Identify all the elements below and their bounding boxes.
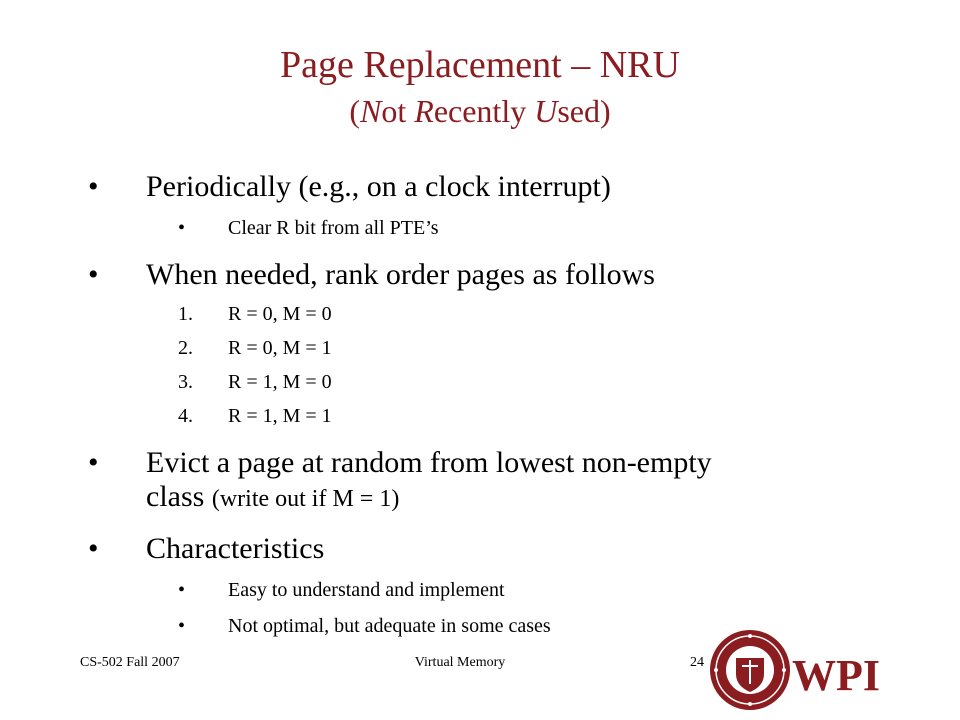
wpi-wordmark: WPI	[792, 651, 880, 700]
bullet-dot: •	[178, 615, 186, 637]
bullet-text: When needed, rank order pages as follows	[146, 258, 655, 291]
bullet-dot: •	[88, 532, 99, 565]
rank-number: 1.	[178, 303, 193, 325]
bullet-text-line2-note: (write out if M = 1)	[211, 486, 400, 512]
sub-bullet-text: Not optimal, but adequate in some cases	[228, 615, 551, 637]
rank-number: 4.	[178, 405, 193, 427]
bullet-text: Characteristics	[146, 532, 325, 565]
subtitle-open-paren: (	[349, 93, 361, 129]
subtitle-close-paren: )	[599, 93, 611, 129]
subtitle-n: N	[360, 93, 382, 129]
footer-course: CS-502 Fall 2007	[80, 655, 180, 670]
subtitle-r: R	[414, 93, 434, 129]
bullet-dot: •	[88, 170, 99, 203]
bullet-dot: •	[88, 446, 99, 479]
wpi-seal-icon	[710, 630, 790, 710]
rank-text: R = 1, M = 0	[228, 371, 332, 393]
footer-topic: Virtual Memory	[414, 655, 506, 670]
sub-bullet-text: Clear R bit from all PTE’s	[228, 217, 439, 239]
bullet-dot: •	[88, 258, 99, 291]
bullet-text-line2-main: class	[146, 480, 205, 513]
rank-text: R = 0, M = 1	[228, 337, 332, 359]
bullet-text-line1: Evict a page at random from lowest non-empty	[146, 446, 712, 479]
title-subtitle	[0, 90, 960, 132]
bullet-text	[146, 446, 886, 516]
footer-page-number: 24	[690, 655, 704, 670]
title-main: Page Replacement – NRU	[280, 44, 680, 86]
slide-title	[0, 40, 960, 132]
rank-number: 2.	[178, 337, 193, 359]
wpi-logo	[708, 628, 880, 712]
rank-number: 3.	[178, 371, 193, 393]
rank-text: R = 1, M = 1	[228, 405, 332, 427]
bullet-dot: •	[178, 217, 186, 239]
subtitle-sed: sed	[557, 93, 600, 129]
sub-bullet-text: Easy to understand and implement	[228, 579, 505, 601]
subtitle-ot: ot	[381, 93, 415, 129]
subtitle-ecently: ecently	[433, 93, 535, 129]
bullet-text: Periodically (e.g., on a clock interrupt)	[146, 170, 611, 203]
bullet-dot: •	[178, 579, 186, 601]
rank-text: R = 0, M = 0	[228, 303, 332, 325]
subtitle-u: U	[534, 93, 558, 129]
